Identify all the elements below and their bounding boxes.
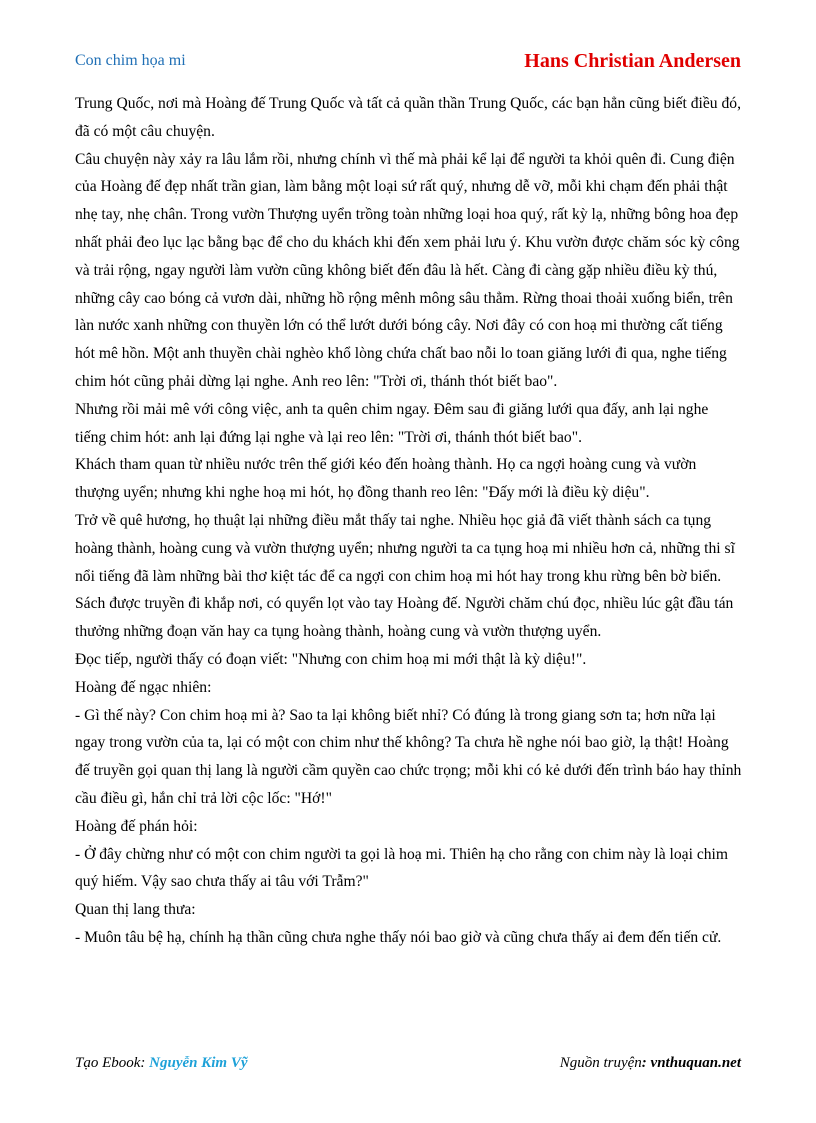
page-footer (75, 1055, 741, 1077)
paragraph: Trở về quê hương, họ thuật lại những điều mắt thấy tai nghe. Nhiều học giả đã viết thành sách ca tụng hoàng thành, hoàng cung và vườn thượng uyển; nhưng người ta ca tụng hoạ mi nhiều hơn cả, những thi sĩ nổi tiếng đã làm những bài thơ kiệt tác để ca ngợi con chim hoạ mi hót hay trong khu rừng bên bờ biển. Sách được truyền đi khắp nơi, có quyển lọt vào tay Hoàng đế. Người chăm chú đọc, nhiều lúc gật đầu tán thưởng những đoạn văn hay ca tụng hoàng thành, hoàng cung và vườn thượng uyển. (75, 511, 735, 641)
ebook-creator-name: Nguyễn Kim Vỹ (149, 1055, 248, 1071)
source-link[interactable]: vnthuquan.net (650, 1055, 741, 1071)
author-name: Hans Christian Andersen (524, 50, 741, 72)
source-separator: : (641, 1055, 651, 1071)
story-body (75, 90, 743, 952)
paragraph: Câu chuyện này xảy ra lâu lắm rồi, nhưng chính vì thế mà phải kể lại để người ta khỏi quên đi. Cung điện của Hoàng đế đẹp nhất trần gian, làm bằng một loại sứ rất quý, nhưng dễ vỡ, mỗi khi chạm đến phải thật nhẹ tay, nhẹ chân. Trong vườn Thượng uyển trồng toàn những loại hoa quý, rất kỳ lạ, những bông hoa đẹp nhất phải đeo lục lạc bằng bạc để cho du khách khi đến xem phải lưu ý. Khu vườn được chăm sóc kỳ công và trải rộng, ngay người làm vườn cũng không biết đến đâu là hết. Càng đi càng gặp nhiều điều kỳ thú, những cây cao bóng cả vươn dài, những hồ rộng mênh mông sâu thẳm. Rừng thoai thoải xuống biển, trên làn nước xanh những con thuyền lớn có thể lướt dưới bóng cây. Nơi đây có con hoạ mi thường cất tiếng hót mê hồn. Một anh thuyền chài nghèo khổ lòng chứa chất bao nỗi lo toan giăng lưới đi qua, nghe tiếng chim hót cũng phải dừng lại nghe. Anh reo lên: "Trời ơi, thánh thót biết bao". (75, 150, 740, 390)
paragraph: - Ở đây chừng như có một con chim người ta gọi là hoạ mi. Thiên hạ cho rằng con chim này là loại chim quý hiếm. Vậy sao chưa thấy ai tâu với Trẫm?" (75, 845, 729, 891)
paragraph: Khách tham quan từ nhiều nước trên thế giới kéo đến hoàng thành. Họ ca ngợi hoàng cung và vườn thượng uyển; nhưng khi nghe hoạ mi hót, họ đồng thanh reo lên: "Đấy mới là điều kỳ diệu". (75, 456, 697, 502)
ebook-label: Tạo Ebook (75, 1055, 141, 1071)
paragraph: Hoàng đế ngạc nhiên: (75, 678, 212, 696)
paragraph: Đọc tiếp, người thấy có đoạn viết: "Nhưng con chim hoạ mi mới thật là kỳ diệu!". (75, 650, 587, 668)
paragraph: - Gì thế này? Con chim hoạ mi à? Sao ta lại không biết nhỉ? Có đúng là trong giang sơn ta; hơn nữa lại ngay trong vườn của ta, lại có một con chim như thế không? Ta chưa hề nghe nói bao giờ, lạ thật! Hoàng đế truyền gọi quan thị lang là người cầm quyền cao chức trọng; mỗi khi có kẻ dưới đến trình báo hay thỉnh cầu điều gì, hắn chỉ trả lời cộc lốc: "Hớ!" (75, 706, 742, 807)
paragraph: Hoàng đế phán hỏi: (75, 817, 198, 835)
ebook-credit (75, 1055, 248, 1072)
book-title: Con chim họa mi (75, 52, 186, 69)
page-header (75, 50, 741, 76)
paragraph: - Muôn tâu bệ hạ, chính hạ thần cũng chưa nghe thấy nói bao giờ và cũng chưa thấy ai đem đến tiến cử. (75, 928, 722, 946)
ebook-separator: : (140, 1055, 150, 1071)
paragraph: Nhưng rồi mải mê với công việc, anh ta quên chim ngay. Đêm sau đi giăng lưới qua đấy, anh lại nghe tiếng chim hót: anh lại đứng lại nghe và lại reo lên: "Trời ơi, thánh thót biết bao". (75, 400, 709, 446)
source-credit (560, 1055, 741, 1072)
paragraph: Trung Quốc, nơi mà Hoàng đế Trung Quốc và tất cả quần thần Trung Quốc, các bạn hẳn cũng biết điều đó, đã có một câu chuyện. (75, 95, 741, 140)
paragraph: Quan thị lang thưa: (75, 901, 196, 919)
source-label: Nguồn truyện (559, 1055, 642, 1071)
